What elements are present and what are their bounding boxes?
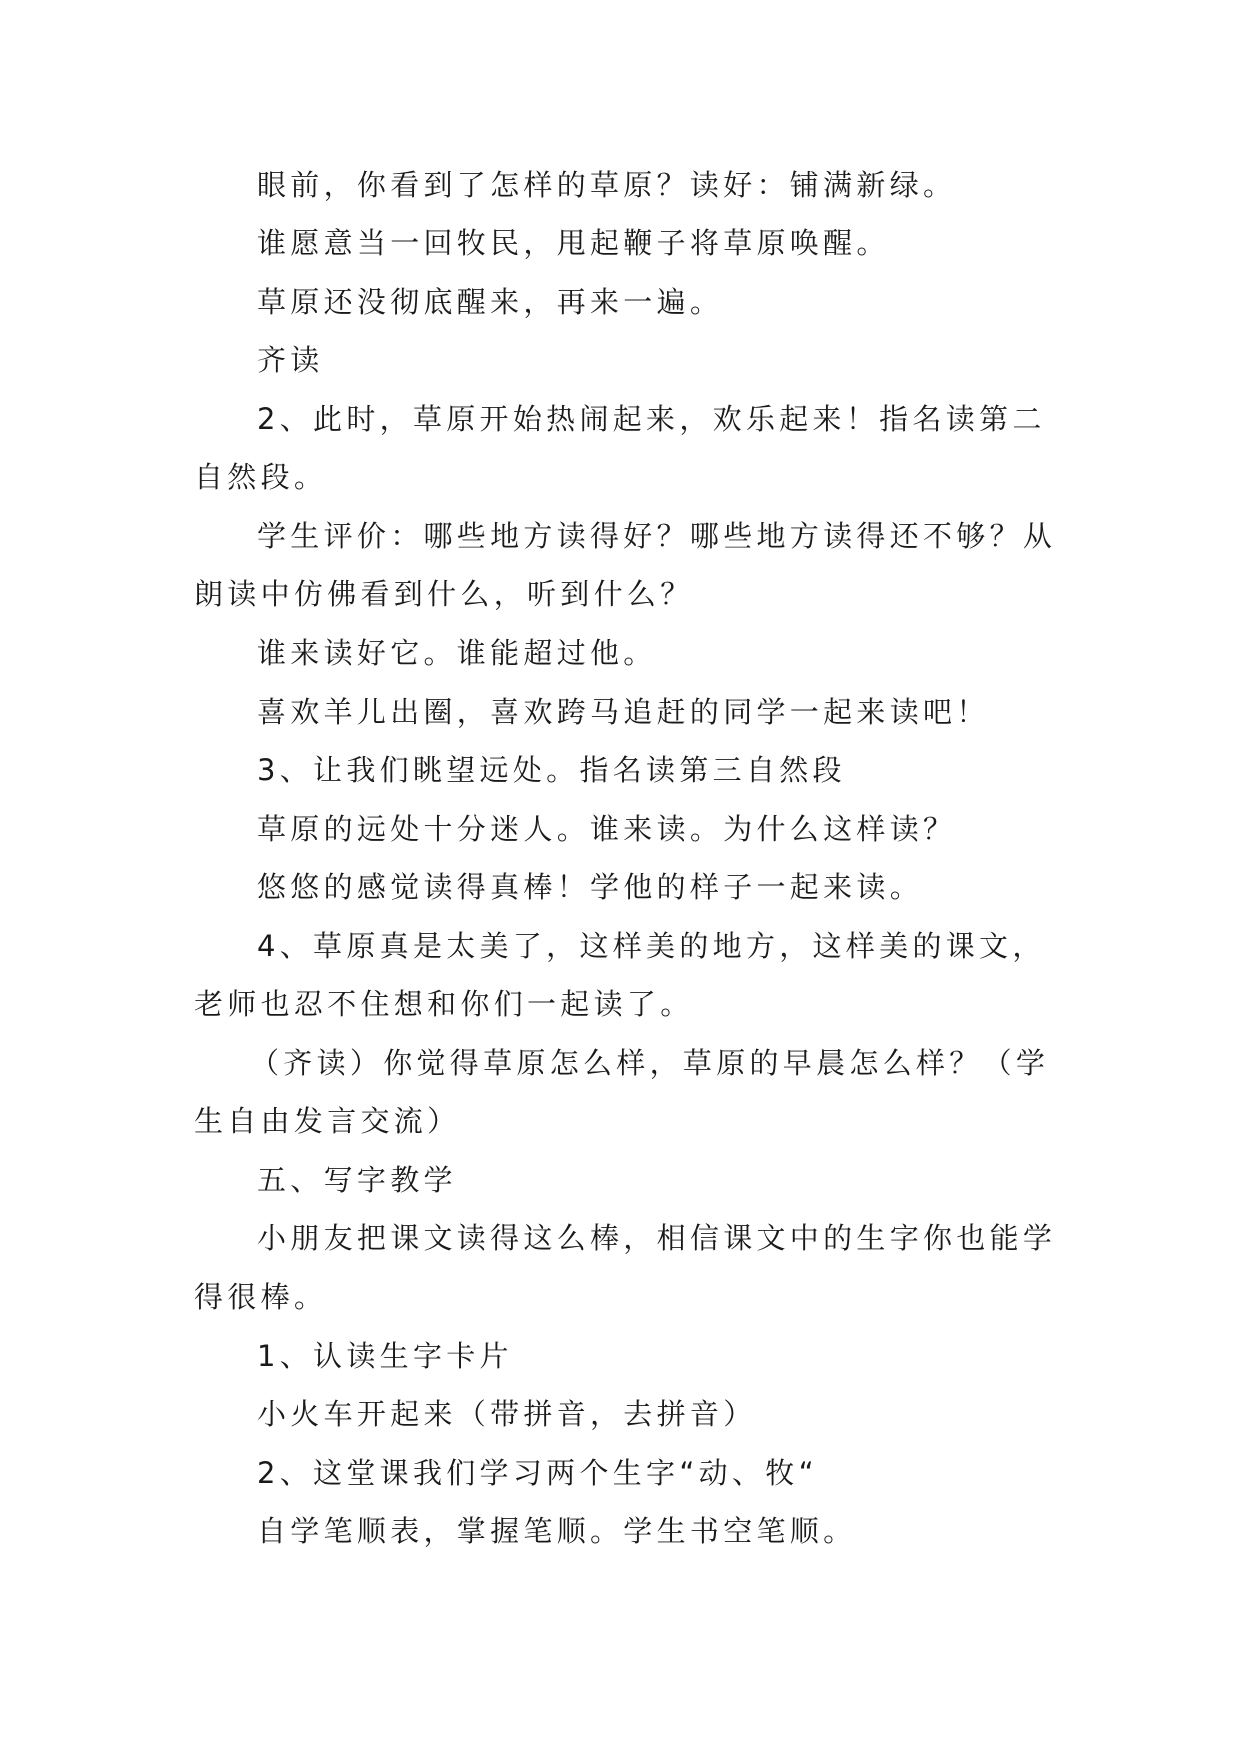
paragraph-line: 1、认读生字卡片	[257, 1339, 513, 1373]
section-heading: 五、写字教学	[257, 1163, 457, 1197]
paragraph-line: 自然段。	[194, 460, 328, 494]
paragraph-line: 2、这堂课我们学习两个生字“动、牧“	[257, 1456, 818, 1490]
paragraph-line: 老师也忍不住想和你们一起读了。	[194, 987, 694, 1021]
paragraph-line: 草原的远处十分迷人。谁来读。为什么这样读？	[257, 812, 957, 846]
paragraph-line: 谁愿意当一回牧民，甩起鞭子将草原唤醒。	[257, 226, 890, 260]
paragraph-line: 朗读中仿佛看到什么，听到什么？	[194, 577, 694, 611]
paragraph-line: 悠悠的感觉读得真棒！学他的样子一起来读。	[257, 870, 924, 904]
paragraph-line: 草原还没彻底醒来，再来一遍。	[257, 285, 724, 319]
paragraph-line: 小朋友把课文读得这么棒，相信课文中的生字你也能学	[257, 1221, 1057, 1255]
paragraph-line: 齐读	[257, 343, 324, 377]
paragraph-line: 3、让我们眺望远处。指名读第三自然段	[257, 753, 846, 787]
paragraph-line: 2、此时，草原开始热闹起来，欢乐起来！指名读第二	[257, 402, 1046, 436]
paragraph-line: 自学笔顺表，掌握笔顺。学生书空笔顺。	[257, 1514, 857, 1548]
paragraph-line: 得很棒。	[194, 1280, 328, 1314]
paragraph-line: 学生评价：哪些地方读得好？哪些地方读得还不够？从	[257, 519, 1057, 553]
paragraph-line: 生自由发言交流）	[194, 1104, 461, 1138]
paragraph-line: 眼前，你看到了怎样的草原？读好：铺满新绿。	[257, 168, 957, 202]
paragraph-line: 谁来读好它。谁能超过他。	[257, 636, 657, 670]
paragraph-line: 喜欢羊儿出圈，喜欢跨马追赶的同学一起来读吧！	[257, 695, 990, 729]
paragraph-line: 4、草原真是太美了，这样美的地方，这样美的课文，	[257, 929, 1046, 963]
paragraph-line: 小火车开起来（带拼音，去拼音）	[257, 1397, 757, 1431]
paragraph-line: （齐读）你觉得草原怎么样，草原的早晨怎么样？（学	[250, 1046, 1050, 1080]
